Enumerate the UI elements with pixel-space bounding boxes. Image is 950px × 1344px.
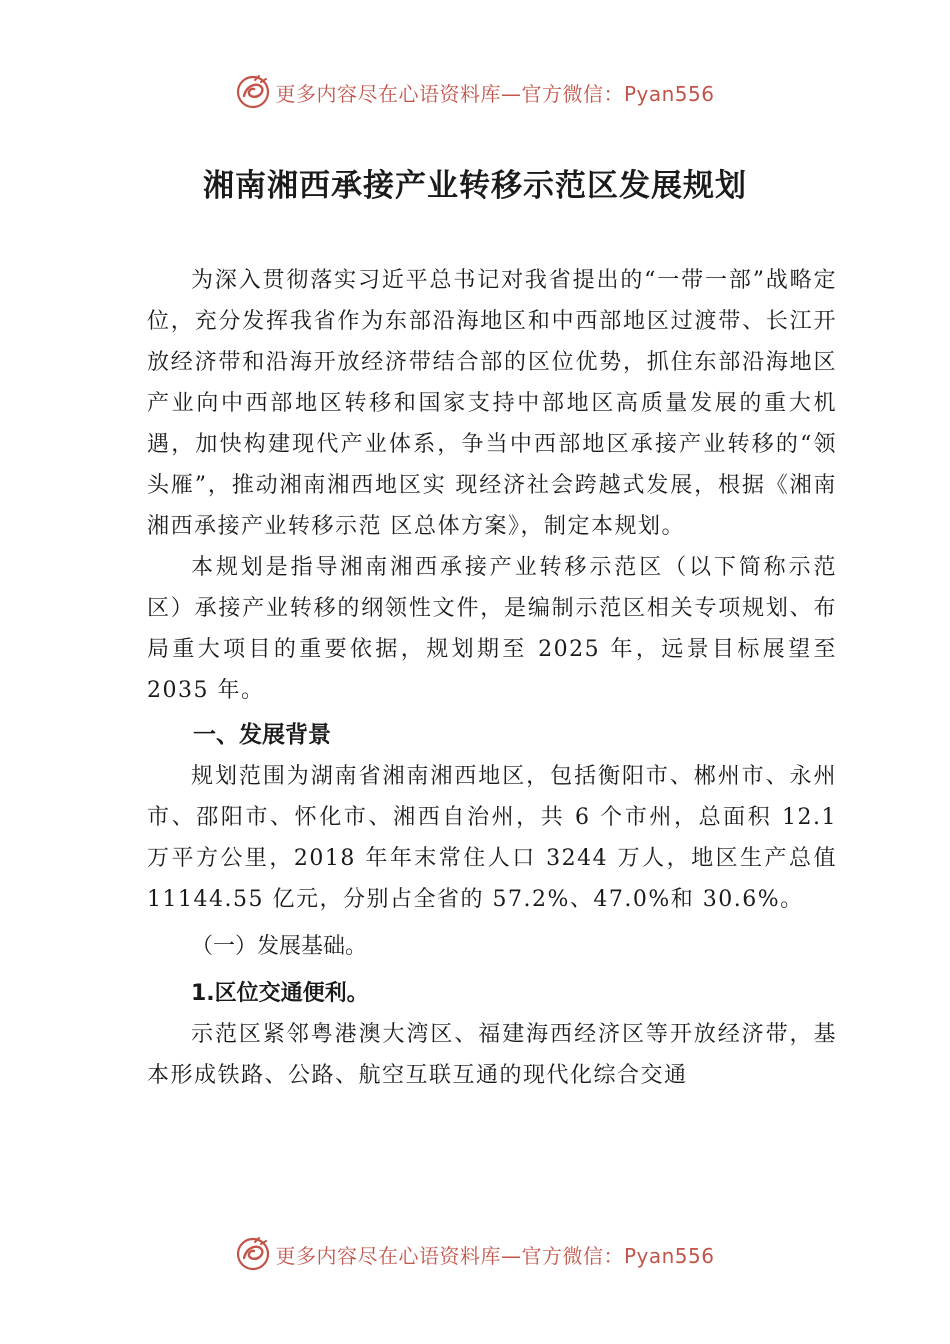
banner-text: 更多内容尽在心语资料库—官方微信：Pyan556 [275,1243,715,1268]
section-heading: 一、发展背景 [193,722,331,748]
document-title: 湘南湘西承接产业转移示范区发展规划 [203,168,747,204]
banner-text: 更多内容尽在心语资料库—官方微信：Pyan556 [275,81,715,106]
header-banner [0,70,950,114]
paragraph-range: 规划范围为湖南省湘南湘西地区，包括衡阳市、郴州市、永州市、邵阳市、怀化市、湘西自治州，共 6 个市州，总面积 12.1 万平方公里，2018 年年末常住人口 3244 万人，地区生产总值 11144.55 亿元，分别占全省的 57.2%、47.0%和 30.6%。 [147,764,837,912]
point-heading: 1.区位交通便利。 [191,981,369,1006]
paragraph-intro: 为深入贯彻落实习近平总书记对我省提出的“一带一部”战略定位，充分发挥我省作为东部沿海地区和中西部地区过渡带、长江开放经济带和沿海开放经济带结合部的区位优势，抓住东部沿海地区产业向中西部地区转移和国家支持中部地区高质量发展的重大机遇，加快构建现代产业体系，争当中西部地区承接产业转移的“领头雁”，推动湘南湘西地区实 现经济社会跨越式发展，根据《湘南湘西承接产业转移示范 区总体方案》，制定本规划。 [147,268,837,539]
swirl-logo-icon [235,74,271,110]
document-body [147,260,837,1096]
paragraph-location: 示范区紧邻粤港澳大湾区、福建海西经济区等开放经济带，基本形成铁路、公路、航空互联互通的现代化综合交通 [147,1022,837,1088]
subsection-heading: （一）发展基础。 [191,934,368,959]
paragraph-scope: 本规划是指导湘南湘西承接产业转移示范区（以下简称示范区）承接产业转移的纲领性文件，是编制示范区相关专项规划、布局重大项目的重要依据，规划期至 2025 年，远景目标展望至 2035 年。 [147,555,837,703]
footer-banner [0,1232,950,1276]
swirl-logo-icon [235,1236,271,1272]
